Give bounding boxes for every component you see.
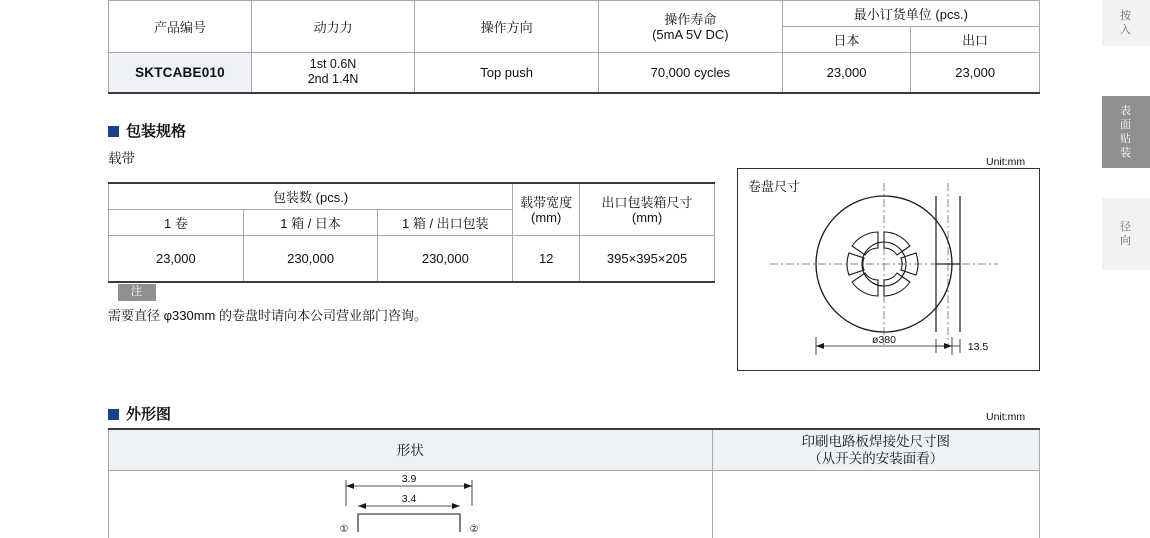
sidebar-tab-radial-line2: 向: [1120, 234, 1132, 248]
sidebar-tab-smt[interactable]: [1102, 96, 1150, 168]
reel-diagram-svg: [738, 169, 1039, 370]
outline-section-heading: [108, 403, 171, 424]
spec-cell-part-number: SKTCABE010: [109, 53, 252, 93]
outline-dim-3-4: 3.4: [402, 493, 417, 505]
packing-cell-reel: 23,000: [109, 236, 244, 282]
packing-table-container: [108, 182, 715, 283]
sidebar-tab-spacer-3: [1102, 270, 1150, 529]
spec-cell-moq-export: 23,000: [911, 53, 1040, 93]
note-text: 需要直径 φ330mm 的卷盘时请向本公司营业部门咨询。: [108, 305, 427, 324]
sidebar-tab-press[interactable]: [1102, 0, 1150, 46]
spec-header-moq-japan: 日本: [782, 27, 911, 53]
reel-diagram-box: [737, 168, 1040, 371]
spec-header-life-line2: (5mA 5V DC): [603, 27, 778, 42]
spec-cell-force: [251, 53, 414, 93]
sidebar-tab-press-line2: 入: [1120, 23, 1132, 37]
packing-subtitle: 载带: [108, 147, 135, 167]
spec-header-part-number: 产品编号: [109, 1, 252, 53]
packing-header-tape-width: [513, 183, 580, 236]
packing-table: [108, 182, 715, 283]
packing-cell-carton-size: 395×395×205: [580, 236, 715, 282]
outline-unit-label: Unit:mm: [986, 411, 1025, 423]
sidebar-tab-smt-line1: 表: [1120, 104, 1132, 118]
spec-header-direction: 操作方向: [415, 1, 599, 53]
packing-section-heading: [108, 120, 186, 141]
sidebar-tab-smt-line3: 贴: [1120, 132, 1132, 146]
outline-pin-1-label: ①: [340, 524, 349, 535]
packing-cell-case-japan: 230,000: [243, 236, 378, 282]
outline-header-shape: 形状: [109, 429, 713, 471]
outline-dim-3-9: 3.9: [402, 473, 417, 485]
packing-header-carton-size-line2: (mm): [584, 210, 710, 225]
reel-diagram-title: 卷盘尺寸: [748, 176, 800, 195]
packing-cell-case-export: 230,000: [378, 236, 513, 282]
square-bullet-icon: [108, 409, 119, 420]
sidebar-tab-radial-line1: 径: [1120, 220, 1132, 234]
outline-table-container: [108, 428, 1040, 538]
packing-header-case-japan: 1 箱 / 日本: [243, 210, 378, 236]
outline-body-row: [109, 471, 1040, 538]
outline-shape-cell: [109, 471, 713, 538]
outline-pcb-cell: [712, 471, 1039, 538]
note-badge: 注: [118, 284, 156, 301]
sidebar-tab-smt-line2: 面: [1120, 118, 1132, 132]
packing-header-tape-width-line2: (mm): [517, 210, 575, 225]
packing-section-title: 包装规格: [126, 123, 186, 140]
packing-cell-tape-width: 12: [513, 236, 580, 282]
sidebar-tab-smt-line4: 装: [1120, 146, 1132, 160]
sidebar-tab-spacer-1: [1102, 46, 1150, 96]
spec-cell-force-line1: 1st 0.6N: [256, 57, 410, 72]
packing-unit-label: Unit:mm: [986, 156, 1025, 168]
table-row: [109, 236, 715, 282]
outline-section-title: 外形图: [126, 406, 171, 423]
table-row: [109, 53, 1040, 93]
side-tab-rail: [1102, 0, 1150, 529]
outline-header-pcb-line1: 印刷电路板焊接处尺寸图: [717, 433, 1035, 450]
sidebar-tab-press-line1: 按: [1120, 9, 1132, 23]
packing-header-case-export: 1 箱 / 出口包装: [378, 210, 513, 236]
spec-cell-life: 70,000 cycles: [598, 53, 782, 93]
spec-header-life-line1: 操作寿命: [603, 12, 778, 27]
packing-header-reel: 1 卷: [109, 210, 244, 236]
spec-cell-moq-japan: 23,000: [782, 53, 911, 93]
spec-table: [108, 0, 1040, 94]
spec-header-moq: 最小订货单位 (pcs.): [782, 1, 1039, 27]
spec-header-moq-export: 出口: [911, 27, 1040, 53]
sidebar-tab-radial[interactable]: [1102, 198, 1150, 270]
spec-header-life: [598, 1, 782, 53]
outline-pin-2-label: ②: [470, 524, 479, 535]
sidebar-tab-spacer-2: [1102, 168, 1150, 198]
outline-header-row: [109, 429, 1040, 471]
packing-header-carton-size: [580, 183, 715, 236]
outline-header-pcb-line2: （从开关的安装面看）: [717, 450, 1035, 467]
outline-header-pcb: [712, 429, 1039, 471]
square-bullet-icon: [108, 126, 119, 137]
spec-table-container: [108, 0, 1040, 94]
packing-header-tape-width-line1: 载带宽度: [517, 195, 575, 210]
packing-header-row: [109, 183, 715, 210]
packing-header-count-group: 包装数 (pcs.): [109, 183, 513, 210]
spec-cell-force-line2: 2nd 1.4N: [256, 72, 410, 87]
spec-cell-direction: Top push: [415, 53, 599, 93]
spec-table-header-row: [109, 1, 1040, 27]
reel-diameter-label: ø380: [872, 334, 896, 346]
outline-shape-svg: [240, 474, 580, 532]
packing-header-carton-size-line1: 出口包装箱尺寸: [584, 195, 710, 210]
spec-header-force: 动力力: [251, 1, 414, 53]
outline-table: [108, 428, 1040, 538]
reel-width-label: 13.5: [968, 341, 989, 353]
